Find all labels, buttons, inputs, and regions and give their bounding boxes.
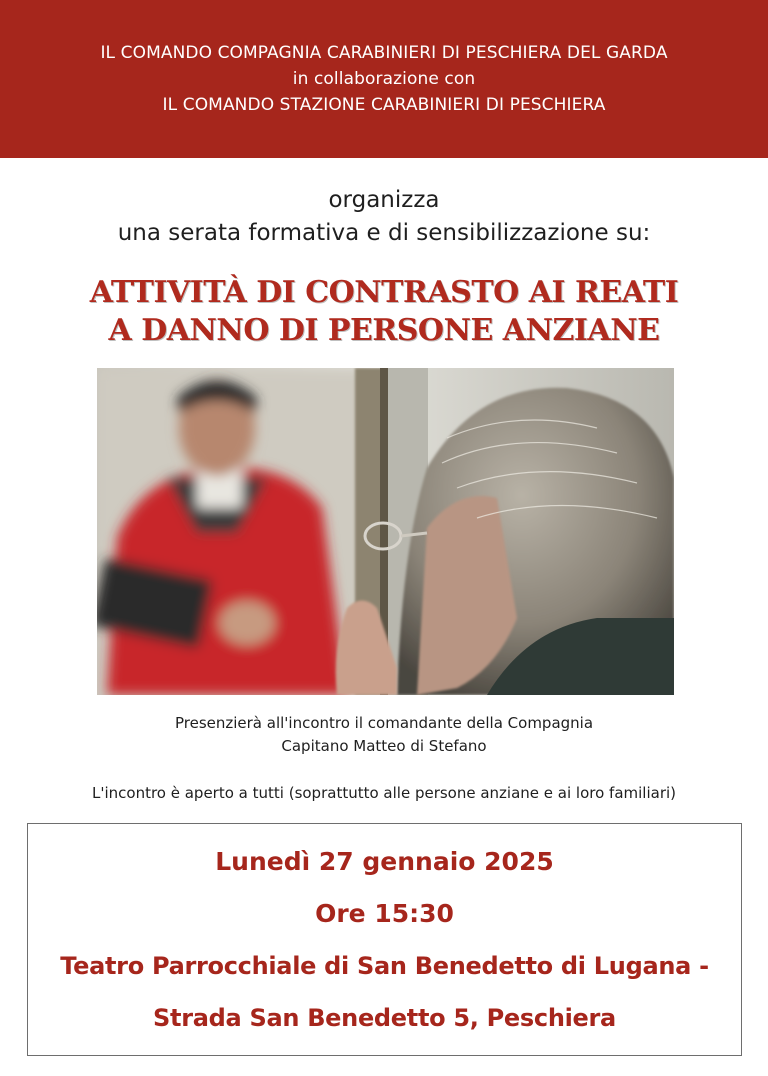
header-banner bbox=[0, 0, 768, 158]
header-line-2: in collaborazione con bbox=[292, 69, 476, 89]
caption-line-1: Presenzierà all'incontro il comandante della Compagnia bbox=[174, 714, 594, 732]
intro-line-2: una serata formativa e di sensibilizzazione su: bbox=[117, 220, 651, 246]
title-line-1: ATTIVITÀ DI CONTRASTO AI REATI bbox=[89, 275, 679, 310]
open-note: L'incontro è aperto a tutti (soprattutto alle persone anziane e ai loro familiari) bbox=[91, 784, 677, 802]
intro-text bbox=[0, 184, 768, 250]
intro-line-1: organizza bbox=[328, 187, 440, 213]
photo-illustration bbox=[97, 368, 674, 695]
event-venue: Teatro Parrocchiale di San Benedetto di Lugana - bbox=[60, 951, 709, 980]
event-date: Lunedì 27 gennaio 2025 bbox=[215, 846, 554, 876]
event-details-box bbox=[27, 823, 742, 1056]
page-title bbox=[0, 274, 768, 350]
header-line-3: IL COMANDO STAZIONE CARABINIERI DI PESCHIERA bbox=[162, 95, 606, 115]
event-photo bbox=[97, 368, 674, 695]
caption-line-2: Capitano Matteo di Stefano bbox=[281, 737, 487, 755]
event-address: Strada San Benedetto 5, Peschiera bbox=[153, 1003, 616, 1032]
header-line-1: IL COMANDO COMPAGNIA CARABINIERI DI PESCHIERA DEL GARDA bbox=[100, 43, 668, 63]
title-line-2: A DANNO DI PERSONE ANZIANE bbox=[108, 313, 660, 348]
commander-caption bbox=[0, 712, 768, 758]
event-time: Ore 15:30 bbox=[315, 898, 454, 928]
